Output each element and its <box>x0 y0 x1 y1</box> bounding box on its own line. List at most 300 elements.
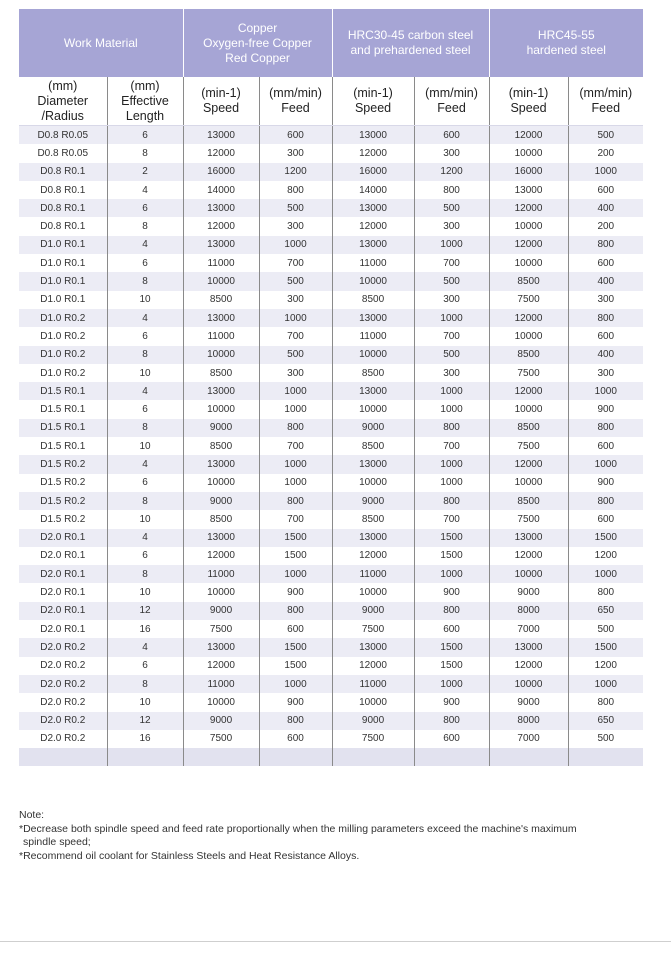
copper-feed-cell: 700 <box>259 327 332 345</box>
hrc45-feed-cell: 1500 <box>568 529 643 547</box>
effective-length-cell: 6 <box>107 547 183 565</box>
copper-feed-cell: 600 <box>259 730 332 748</box>
copper-feed-cell: 1000 <box>259 455 332 473</box>
diameter-radius-cell: D2.0 R0.2 <box>19 675 107 693</box>
hrc45-speed-cell: 16000 <box>489 163 568 181</box>
hrc30-feed-cell: 600 <box>414 730 489 748</box>
diameter-radius-cell: D2.0 R0.1 <box>19 565 107 583</box>
effective-length-cell: 16 <box>107 620 183 638</box>
copper-feed-cell: 600 <box>259 620 332 638</box>
diameter-radius-cell: D1.0 R0.1 <box>19 236 107 254</box>
copper-speed-cell: 10000 <box>183 346 259 364</box>
table-row <box>19 510 643 528</box>
copper-speed-cell: 9000 <box>183 419 259 437</box>
hrc45-speed-cell: 7500 <box>489 364 568 382</box>
hrc45-speed-cell: 13000 <box>489 638 568 656</box>
cutting-parameters-table <box>19 9 643 766</box>
hrc45-speed-cell: 8500 <box>489 272 568 290</box>
hrc45-speed-cell: 7500 <box>489 510 568 528</box>
table-row <box>19 382 643 400</box>
hrc45-speed-cell: 12000 <box>489 382 568 400</box>
table-row <box>19 492 643 510</box>
table-row <box>19 364 643 382</box>
material-header-row <box>19 9 643 77</box>
copper-speed-cell: 7500 <box>183 730 259 748</box>
diameter-radius-cell: D1.0 R0.1 <box>19 291 107 309</box>
hrc30-feed-cell: 800 <box>414 602 489 620</box>
blank-cell <box>19 748 107 766</box>
hrc45-speed-cell: 8000 <box>489 602 568 620</box>
hrc45-speed-cell: 10000 <box>489 675 568 693</box>
copper-feed-cell: 500 <box>259 346 332 364</box>
hrc30-speed-cell: 12000 <box>332 547 414 565</box>
hrc30-feed-header: (mm/min) Feed <box>414 77 489 126</box>
diameter-radius-cell: D0.8 R0.1 <box>19 199 107 217</box>
hrc45-speed-cell: 12000 <box>489 547 568 565</box>
hrc45-feed-cell: 400 <box>568 199 643 217</box>
hrc45-speed-cell: 10000 <box>489 565 568 583</box>
diameter-radius-cell: D1.0 R0.2 <box>19 309 107 327</box>
effective-length-cell: 10 <box>107 510 183 528</box>
hrc30-feed-cell: 300 <box>414 291 489 309</box>
table-row <box>19 254 643 272</box>
hrc45-feed-cell: 1000 <box>568 675 643 693</box>
copper-feed-cell: 800 <box>259 492 332 510</box>
effective-length-cell: 10 <box>107 437 183 455</box>
effective-length-cell: 6 <box>107 254 183 272</box>
hrc45-speed-cell: 7500 <box>489 291 568 309</box>
hrc45-speed-cell: 8500 <box>489 346 568 364</box>
hrc45-feed-cell: 1200 <box>568 657 643 675</box>
table-row <box>19 346 643 364</box>
hrc30-feed-cell: 300 <box>414 217 489 235</box>
effective-length-cell: 4 <box>107 455 183 473</box>
hrc45-feed-cell: 650 <box>568 712 643 730</box>
copper-speed-cell: 10000 <box>183 400 259 418</box>
copper-feed-cell: 1500 <box>259 529 332 547</box>
effective-length-cell: 10 <box>107 583 183 601</box>
hrc30-feed-cell: 500 <box>414 346 489 364</box>
hrc30-feed-cell: 300 <box>414 364 489 382</box>
diameter-radius-cell: D2.0 R0.1 <box>19 547 107 565</box>
hrc45-speed-cell: 10000 <box>489 474 568 492</box>
diameter-radius-cell: D2.0 R0.1 <box>19 583 107 601</box>
hrc45-speed-cell: 13000 <box>489 181 568 199</box>
hrc45-speed-cell: 12000 <box>489 309 568 327</box>
page-divider <box>0 941 671 942</box>
hrc30-speed-cell: 7500 <box>332 620 414 638</box>
copper-feed-cell: 1500 <box>259 547 332 565</box>
note-spindle-speed-continued: spindle speed; <box>23 836 91 848</box>
hrc30-speed-cell: 8500 <box>332 510 414 528</box>
hrc30-speed-cell: 8500 <box>332 437 414 455</box>
hrc45-speed-cell: 7000 <box>489 620 568 638</box>
hrc30-speed-cell: 10000 <box>332 693 414 711</box>
table-row <box>19 419 643 437</box>
copper-speed-cell: 13000 <box>183 382 259 400</box>
hrc45-speed-cell: 12000 <box>489 455 568 473</box>
table-row <box>19 126 643 145</box>
copper-header: Copper Oxygen-free Copper Red Copper <box>183 9 332 77</box>
copper-speed-cell: 10000 <box>183 583 259 601</box>
diameter-radius-cell: D1.0 R0.1 <box>19 254 107 272</box>
notes-section <box>19 809 649 863</box>
hrc30-45-header: HRC30-45 carbon steel and prehardened steel <box>332 9 489 77</box>
hrc30-speed-cell: 9000 <box>332 492 414 510</box>
copper-feed-cell: 1000 <box>259 565 332 583</box>
hrc45-speed-cell: 10000 <box>489 217 568 235</box>
effective-length-cell: 4 <box>107 382 183 400</box>
hrc30-speed-cell: 9000 <box>332 712 414 730</box>
hrc30-speed-cell: 12000 <box>332 657 414 675</box>
hrc30-speed-cell: 16000 <box>332 163 414 181</box>
effective-length-cell: 4 <box>107 181 183 199</box>
hrc45-feed-cell: 500 <box>568 620 643 638</box>
copper-speed-cell: 11000 <box>183 327 259 345</box>
copper-speed-cell: 13000 <box>183 126 259 145</box>
hrc45-speed-cell: 13000 <box>489 529 568 547</box>
table-row <box>19 547 643 565</box>
copper-speed-cell: 8500 <box>183 364 259 382</box>
copper-feed-cell: 800 <box>259 419 332 437</box>
effective-length-header: (mm) Effective Length <box>107 77 183 126</box>
note-oil-coolant: *Recommend oil coolant for Stainless Steels and Heat Resistance Alloys. <box>19 849 360 862</box>
hrc30-feed-cell: 300 <box>414 144 489 162</box>
hrc45-feed-cell: 600 <box>568 327 643 345</box>
table-row <box>19 437 643 455</box>
copper-speed-cell: 12000 <box>183 657 259 675</box>
hrc30-speed-cell: 13000 <box>332 382 414 400</box>
effective-length-cell: 8 <box>107 419 183 437</box>
copper-speed-cell: 8500 <box>183 510 259 528</box>
diameter-radius-cell: D1.5 R0.2 <box>19 455 107 473</box>
hrc30-feed-cell: 500 <box>414 272 489 290</box>
hrc30-feed-cell: 1000 <box>414 236 489 254</box>
copper-feed-header: (mm/min) Feed <box>259 77 332 126</box>
notes-title: Note: <box>19 809 45 821</box>
hrc30-feed-cell: 500 <box>414 199 489 217</box>
hrc30-speed-cell: 7500 <box>332 730 414 748</box>
effective-length-cell: 6 <box>107 327 183 345</box>
diameter-radius-cell: D2.0 R0.2 <box>19 730 107 748</box>
table-row <box>19 474 643 492</box>
table-row <box>19 693 643 711</box>
copper-speed-header: (min-1) Speed <box>183 77 259 126</box>
diameter-radius-cell: D1.5 R0.2 <box>19 492 107 510</box>
copper-feed-cell: 300 <box>259 291 332 309</box>
blank-cell <box>332 748 414 766</box>
hrc45-speed-cell: 8500 <box>489 492 568 510</box>
effective-length-cell: 10 <box>107 291 183 309</box>
hrc30-feed-cell: 800 <box>414 181 489 199</box>
table-row <box>19 712 643 730</box>
blank-cell <box>183 748 259 766</box>
copper-speed-cell: 10000 <box>183 474 259 492</box>
copper-feed-cell: 300 <box>259 144 332 162</box>
copper-feed-cell: 500 <box>259 199 332 217</box>
blank-cell <box>489 748 568 766</box>
copper-speed-cell: 13000 <box>183 455 259 473</box>
hrc30-feed-cell: 1000 <box>414 565 489 583</box>
blank-cell <box>414 748 489 766</box>
effective-length-cell: 6 <box>107 400 183 418</box>
copper-feed-cell: 800 <box>259 602 332 620</box>
effective-length-cell: 8 <box>107 565 183 583</box>
diameter-radius-cell: D0.8 R0.1 <box>19 217 107 235</box>
effective-length-cell: 4 <box>107 529 183 547</box>
copper-speed-cell: 11000 <box>183 565 259 583</box>
hrc45-speed-cell: 8000 <box>489 712 568 730</box>
effective-length-cell: 2 <box>107 163 183 181</box>
copper-speed-cell: 9000 <box>183 492 259 510</box>
hrc45-speed-header: (min-1) Speed <box>489 77 568 126</box>
copper-speed-cell: 8500 <box>183 291 259 309</box>
hrc30-speed-header: (min-1) Speed <box>332 77 414 126</box>
hrc45-feed-cell: 300 <box>568 364 643 382</box>
hrc30-speed-cell: 13000 <box>332 126 414 145</box>
hrc45-feed-cell: 800 <box>568 492 643 510</box>
hrc30-feed-cell: 900 <box>414 583 489 601</box>
hrc30-speed-cell: 12000 <box>332 144 414 162</box>
copper-speed-cell: 7500 <box>183 620 259 638</box>
hrc30-speed-cell: 14000 <box>332 181 414 199</box>
effective-length-cell: 6 <box>107 657 183 675</box>
blank-cell <box>568 748 643 766</box>
diameter-radius-cell: D1.5 R0.2 <box>19 474 107 492</box>
copper-feed-cell: 1500 <box>259 657 332 675</box>
hrc30-speed-cell: 11000 <box>332 254 414 272</box>
copper-speed-cell: 10000 <box>183 272 259 290</box>
hrc45-feed-cell: 600 <box>568 510 643 528</box>
hrc30-speed-cell: 11000 <box>332 565 414 583</box>
effective-length-cell: 6 <box>107 126 183 145</box>
copper-feed-cell: 800 <box>259 712 332 730</box>
copper-feed-cell: 1000 <box>259 400 332 418</box>
hrc45-speed-cell: 10000 <box>489 400 568 418</box>
hrc30-speed-cell: 13000 <box>332 638 414 656</box>
hrc30-speed-cell: 10000 <box>332 583 414 601</box>
diameter-radius-cell: D1.0 R0.1 <box>19 272 107 290</box>
hrc30-feed-cell: 700 <box>414 510 489 528</box>
copper-feed-cell: 1000 <box>259 309 332 327</box>
hrc30-feed-cell: 1000 <box>414 309 489 327</box>
diameter-radius-cell: D2.0 R0.2 <box>19 693 107 711</box>
hrc45-speed-cell: 8500 <box>489 419 568 437</box>
hrc30-speed-cell: 8500 <box>332 291 414 309</box>
copper-speed-cell: 8500 <box>183 437 259 455</box>
hrc30-feed-cell: 700 <box>414 437 489 455</box>
hrc45-speed-cell: 12000 <box>489 236 568 254</box>
blank-cell <box>259 748 332 766</box>
copper-feed-cell: 700 <box>259 254 332 272</box>
copper-feed-cell: 1000 <box>259 236 332 254</box>
copper-speed-cell: 12000 <box>183 144 259 162</box>
hrc30-speed-cell: 10000 <box>332 272 414 290</box>
table-row <box>19 455 643 473</box>
table-row <box>19 583 643 601</box>
hrc45-feed-cell: 600 <box>568 181 643 199</box>
copper-speed-cell: 13000 <box>183 309 259 327</box>
table-row <box>19 199 643 217</box>
copper-feed-cell: 1500 <box>259 638 332 656</box>
copper-feed-cell: 1000 <box>259 382 332 400</box>
hrc30-speed-cell: 13000 <box>332 529 414 547</box>
diameter-radius-cell: D1.0 R0.2 <box>19 346 107 364</box>
diameter-radius-cell: D0.8 R0.05 <box>19 144 107 162</box>
hrc30-feed-cell: 1500 <box>414 638 489 656</box>
effective-length-cell: 8 <box>107 346 183 364</box>
work-material-header: Work Material <box>19 9 183 77</box>
copper-feed-cell: 500 <box>259 272 332 290</box>
table-row <box>19 291 643 309</box>
hrc45-speed-cell: 10000 <box>489 327 568 345</box>
hrc30-feed-cell: 800 <box>414 492 489 510</box>
table-row <box>19 638 643 656</box>
copper-speed-cell: 10000 <box>183 693 259 711</box>
hrc30-feed-cell: 800 <box>414 712 489 730</box>
copper-speed-cell: 14000 <box>183 181 259 199</box>
effective-length-cell: 16 <box>107 730 183 748</box>
hrc45-feed-cell: 1500 <box>568 638 643 656</box>
table-row-blank <box>19 748 643 766</box>
diameter-radius-cell: D1.0 R0.2 <box>19 327 107 345</box>
hrc45-feed-cell: 300 <box>568 291 643 309</box>
table-row <box>19 675 643 693</box>
hrc30-speed-cell: 13000 <box>332 236 414 254</box>
diameter-radius-cell: D1.5 R0.2 <box>19 510 107 528</box>
copper-feed-cell: 300 <box>259 217 332 235</box>
hrc45-feed-cell: 200 <box>568 144 643 162</box>
hrc30-feed-cell: 1000 <box>414 675 489 693</box>
hrc45-speed-cell: 12000 <box>489 657 568 675</box>
copper-feed-cell: 800 <box>259 181 332 199</box>
copper-speed-cell: 12000 <box>183 217 259 235</box>
hrc30-feed-cell: 900 <box>414 693 489 711</box>
blank-cell <box>107 748 183 766</box>
table-body <box>19 126 643 767</box>
copper-speed-cell: 11000 <box>183 254 259 272</box>
hrc30-feed-cell: 700 <box>414 327 489 345</box>
copper-feed-cell: 900 <box>259 583 332 601</box>
copper-feed-cell: 300 <box>259 364 332 382</box>
hrc45-feed-cell: 200 <box>568 217 643 235</box>
hrc45-speed-cell: 9000 <box>489 583 568 601</box>
hrc45-feed-cell: 1000 <box>568 382 643 400</box>
diameter-radius-cell: D2.0 R0.2 <box>19 712 107 730</box>
effective-length-cell: 8 <box>107 144 183 162</box>
table-row <box>19 144 643 162</box>
copper-feed-cell: 900 <box>259 693 332 711</box>
hrc45-feed-cell: 400 <box>568 272 643 290</box>
copper-speed-cell: 13000 <box>183 199 259 217</box>
hrc45-feed-cell: 400 <box>568 346 643 364</box>
hrc30-feed-cell: 600 <box>414 126 489 145</box>
table-row <box>19 163 643 181</box>
hrc45-feed-cell: 1200 <box>568 547 643 565</box>
copper-speed-cell: 13000 <box>183 236 259 254</box>
hrc30-speed-cell: 13000 <box>332 455 414 473</box>
hrc30-speed-cell: 13000 <box>332 309 414 327</box>
effective-length-cell: 4 <box>107 236 183 254</box>
hrc30-feed-cell: 800 <box>414 419 489 437</box>
effective-length-cell: 8 <box>107 492 183 510</box>
hrc45-speed-cell: 7500 <box>489 437 568 455</box>
hrc30-feed-cell: 1500 <box>414 547 489 565</box>
hrc45-speed-cell: 10000 <box>489 254 568 272</box>
diameter-radius-cell: D0.8 R0.05 <box>19 126 107 145</box>
copper-feed-cell: 600 <box>259 126 332 145</box>
hrc30-speed-cell: 10000 <box>332 474 414 492</box>
diameter-radius-cell: D2.0 R0.1 <box>19 620 107 638</box>
copper-speed-cell: 11000 <box>183 675 259 693</box>
diameter-radius-cell: D2.0 R0.1 <box>19 602 107 620</box>
hrc45-speed-cell: 12000 <box>489 126 568 145</box>
hrc45-feed-cell: 800 <box>568 309 643 327</box>
table-row <box>19 620 643 638</box>
hrc45-feed-cell: 600 <box>568 437 643 455</box>
copper-speed-cell: 13000 <box>183 638 259 656</box>
hrc45-feed-cell: 650 <box>568 602 643 620</box>
copper-speed-cell: 9000 <box>183 712 259 730</box>
hrc30-feed-cell: 1000 <box>414 474 489 492</box>
effective-length-cell: 6 <box>107 199 183 217</box>
hrc45-feed-cell: 800 <box>568 583 643 601</box>
hrc45-feed-cell: 500 <box>568 126 643 145</box>
effective-length-cell: 10 <box>107 693 183 711</box>
hrc45-feed-cell: 500 <box>568 730 643 748</box>
table-row <box>19 272 643 290</box>
diameter-radius-cell: D2.0 R0.2 <box>19 638 107 656</box>
copper-speed-cell: 9000 <box>183 602 259 620</box>
copper-feed-cell: 1200 <box>259 163 332 181</box>
hrc30-speed-cell: 13000 <box>332 199 414 217</box>
copper-feed-cell: 700 <box>259 510 332 528</box>
column-header-row <box>19 77 643 126</box>
copper-speed-cell: 16000 <box>183 163 259 181</box>
table-row <box>19 217 643 235</box>
hrc45-feed-cell: 800 <box>568 693 643 711</box>
diameter-radius-cell: D0.8 R0.1 <box>19 163 107 181</box>
copper-speed-cell: 12000 <box>183 547 259 565</box>
hrc45-55-header: HRC45-55 hardened steel <box>489 9 643 77</box>
hrc45-speed-cell: 10000 <box>489 144 568 162</box>
hrc45-feed-cell: 800 <box>568 419 643 437</box>
diameter-radius-cell: D2.0 R0.1 <box>19 529 107 547</box>
table-row <box>19 327 643 345</box>
hrc45-feed-cell: 1000 <box>568 163 643 181</box>
table-row <box>19 730 643 748</box>
effective-length-cell: 4 <box>107 638 183 656</box>
hrc45-feed-cell: 1000 <box>568 455 643 473</box>
effective-length-cell: 8 <box>107 272 183 290</box>
copper-feed-cell: 1000 <box>259 675 332 693</box>
diameter-radius-cell: D1.5 R0.1 <box>19 400 107 418</box>
hrc30-speed-cell: 9000 <box>332 602 414 620</box>
hrc30-speed-cell: 9000 <box>332 419 414 437</box>
hrc30-feed-cell: 1000 <box>414 455 489 473</box>
hrc45-feed-cell: 900 <box>568 400 643 418</box>
hrc30-speed-cell: 10000 <box>332 346 414 364</box>
hrc30-speed-cell: 11000 <box>332 327 414 345</box>
table-row <box>19 181 643 199</box>
copper-feed-cell: 700 <box>259 437 332 455</box>
hrc30-speed-cell: 10000 <box>332 400 414 418</box>
effective-length-cell: 8 <box>107 217 183 235</box>
table-row <box>19 565 643 583</box>
table-row <box>19 309 643 327</box>
copper-speed-cell: 13000 <box>183 529 259 547</box>
diameter-radius-cell: D0.8 R0.1 <box>19 181 107 199</box>
